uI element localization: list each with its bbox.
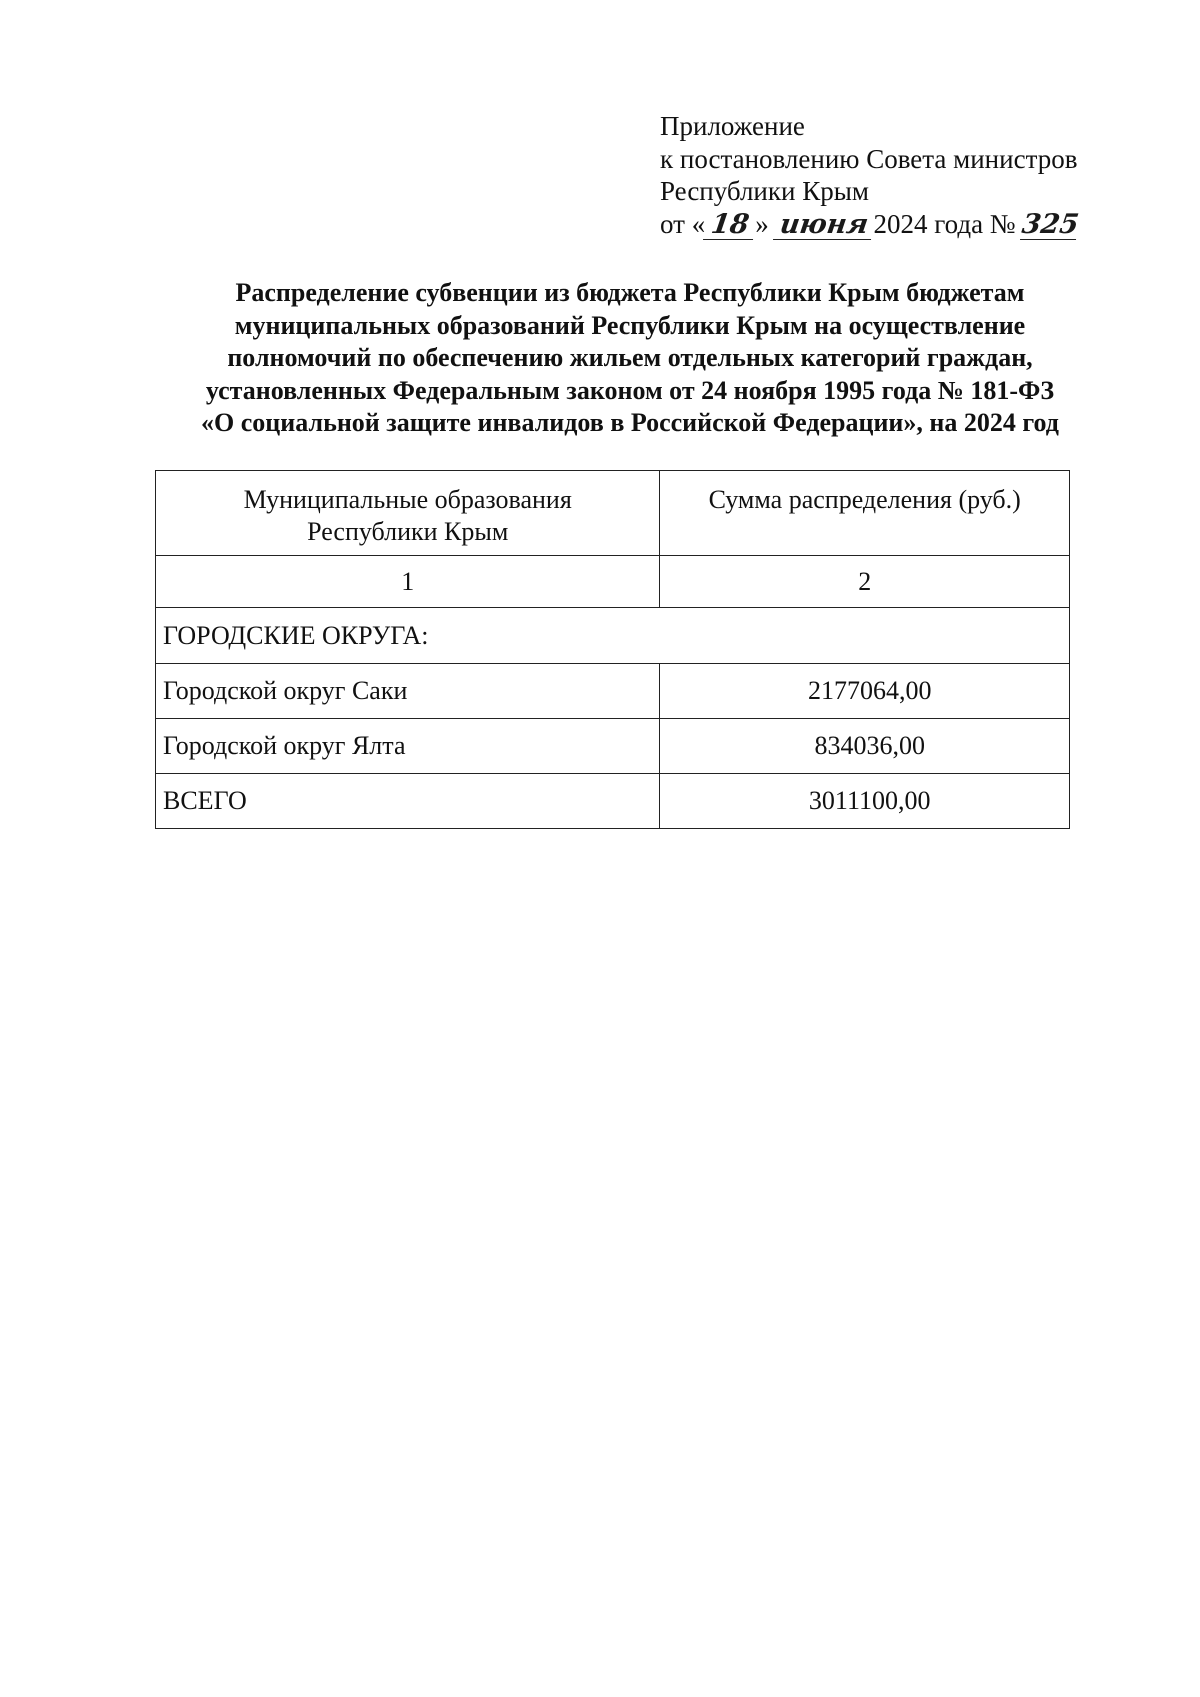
title-line: Распределение субвенции из бюджета Республики Крым бюджетам bbox=[235, 278, 1025, 307]
table-header-row bbox=[156, 471, 1070, 556]
handwritten-month: июня bbox=[773, 211, 875, 240]
document-title bbox=[150, 277, 1110, 440]
appendix-reference: к постановлению Совета министров bbox=[660, 143, 1078, 174]
column-index: 2 bbox=[660, 556, 1070, 608]
appendix-republic: Республики Крым bbox=[660, 176, 869, 206]
title-line: полномочий по обеспечению жильем отдельных категорий граждан, bbox=[227, 343, 1033, 373]
amount-value: 834036,00 bbox=[814, 731, 925, 760]
title-line: «О социальной защите инвалидов в Российской Федерации», на 2024 год bbox=[201, 408, 1059, 438]
table-row bbox=[156, 719, 1070, 774]
municipality-name: Городской округ Ялта bbox=[156, 719, 660, 774]
header-municipalities-line2: Республики Крым bbox=[307, 517, 509, 546]
section-row bbox=[156, 608, 1070, 664]
appendix-label: Приложение bbox=[660, 111, 805, 141]
date-mid: » bbox=[755, 208, 769, 239]
column-index: 1 bbox=[156, 556, 660, 608]
appendix-header bbox=[660, 110, 1100, 240]
handwritten-day: 18 bbox=[703, 211, 757, 240]
date-year-text: 2024 года № bbox=[873, 208, 1016, 239]
date-prefix: от « bbox=[660, 208, 706, 239]
section-label: ГОРОДСКИЕ ОКРУГА: bbox=[156, 608, 1070, 664]
title-line: муниципальных образований Республики Крым на осуществление bbox=[234, 310, 1026, 340]
appendix-date-line bbox=[660, 208, 1100, 241]
header-amount: Сумма распределения (руб.) bbox=[660, 471, 1070, 556]
total-amount-cell bbox=[660, 774, 1070, 829]
municipality-name: Городской округ Саки bbox=[156, 664, 660, 719]
total-label: ВСЕГО bbox=[156, 774, 660, 829]
column-index-row bbox=[156, 556, 1070, 608]
total-row bbox=[156, 774, 1070, 829]
amount-value: 2177064,00 bbox=[807, 676, 932, 705]
header-municipalities-line1: Муниципальные образования bbox=[243, 485, 572, 514]
title-line: установленных Федеральным законом от 24 ноября 1995 года № 181-ФЗ bbox=[205, 375, 1055, 405]
amount-cell bbox=[660, 664, 1070, 719]
table-row bbox=[156, 664, 1070, 719]
distribution-table bbox=[155, 470, 1070, 829]
total-amount-value: 3011100,00 bbox=[808, 786, 931, 815]
header-municipalities bbox=[156, 471, 660, 556]
handwritten-number: 325 bbox=[1020, 208, 1082, 240]
amount-cell bbox=[660, 719, 1070, 774]
